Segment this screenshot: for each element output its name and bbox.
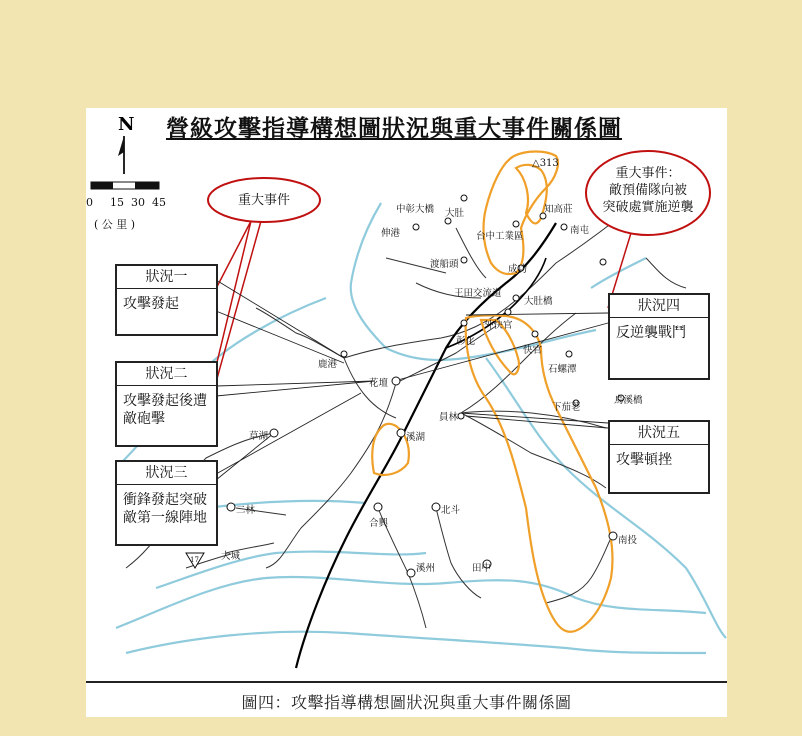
place-label: 二林: [236, 505, 256, 516]
figure-caption: 圖四：攻擊指導構想圖狀況與重大事件關係圖: [241, 693, 572, 712]
place-label: 草湖: [249, 431, 269, 442]
scale-unit: ( 公 里 ): [94, 218, 136, 231]
scale-bar: [91, 182, 159, 189]
place-label: 大肚橋: [524, 296, 553, 307]
place-label: 南投: [618, 535, 638, 546]
place-label: 台中工業區: [476, 231, 524, 242]
place-label: 田中: [472, 563, 492, 574]
place-label: 北斗: [441, 505, 461, 516]
situation-1-body: 攻擊發起: [123, 296, 179, 312]
scale-30: 30: [131, 196, 145, 209]
place-label: 渡船頭: [430, 259, 459, 270]
objective-ridge-south: [466, 315, 613, 631]
place-label: 花壇: [369, 378, 389, 389]
situation-2-box: [115, 361, 218, 447]
situation-5-box: [608, 420, 710, 494]
place-label: 外快官: [484, 320, 513, 331]
map-figure: [86, 108, 727, 715]
situation-5-body: 攻擊頓挫: [616, 452, 672, 468]
town-markers: [227, 195, 624, 577]
place-label: 溪州: [416, 563, 436, 574]
place-label: 烏溪橋: [614, 395, 643, 406]
place-label: 合興: [369, 518, 389, 529]
right-callout-text: 重大事件： 敵預備隊向被 突破處實施逆襲: [602, 166, 694, 215]
place-label: 快官: [523, 345, 543, 356]
map-title: 營級攻擊指導構想圖狀況與重大事件關係圖: [166, 115, 622, 142]
north-arrow-icon: [118, 136, 124, 174]
situation-3-box: [115, 460, 218, 546]
place-label: 南屯: [570, 225, 590, 236]
situation-1-box: [115, 264, 218, 336]
situation-2-header: 狀況二: [117, 363, 216, 386]
place-label: 彰化: [456, 336, 476, 347]
route-17-label: 17: [190, 556, 199, 564]
situation-5-header: 狀況五: [610, 422, 708, 445]
situation-3-body: 衝鋒發起突破 敵第一線陣地: [123, 492, 207, 526]
place-label: 中彰大橋: [396, 204, 435, 215]
place-label: 大城: [221, 551, 241, 562]
place-label: 成功: [508, 264, 528, 275]
place-label: 王田交流道: [454, 288, 502, 299]
scale-45: 45: [152, 196, 166, 209]
place-label: 石螺潭: [548, 364, 577, 375]
railway-line: [296, 223, 556, 668]
place-label: 溪湖: [406, 432, 426, 443]
situation-1-header: 狀況一: [117, 266, 216, 289]
zhuoshui-river-south: [126, 632, 706, 653]
left-callout-text: 重大事件: [237, 193, 290, 208]
zhuoshui-river: [116, 577, 706, 628]
place-label: 下茄荖: [552, 402, 581, 413]
situation-3-header: 狀況三: [117, 462, 216, 485]
place-label: 鹿港: [318, 359, 338, 370]
place-label: 知高莊: [544, 204, 573, 215]
situation-4-box: [608, 293, 710, 380]
place-label: 員林: [439, 412, 459, 423]
situation-4-body: 反逆襲戰鬥: [616, 325, 686, 341]
place-label: 伸港: [381, 228, 401, 239]
north-label: N: [118, 114, 135, 135]
caption-bar: [86, 681, 727, 717]
place-label: 大肚: [445, 208, 465, 219]
elevation-313: △313: [532, 158, 559, 169]
scale-15: 15: [110, 196, 124, 209]
situation-2-body: 攻擊發起後遭 敵砲擊: [123, 393, 207, 427]
scale-0: 0: [86, 196, 93, 209]
situation-4-header: 狀況四: [610, 295, 708, 318]
